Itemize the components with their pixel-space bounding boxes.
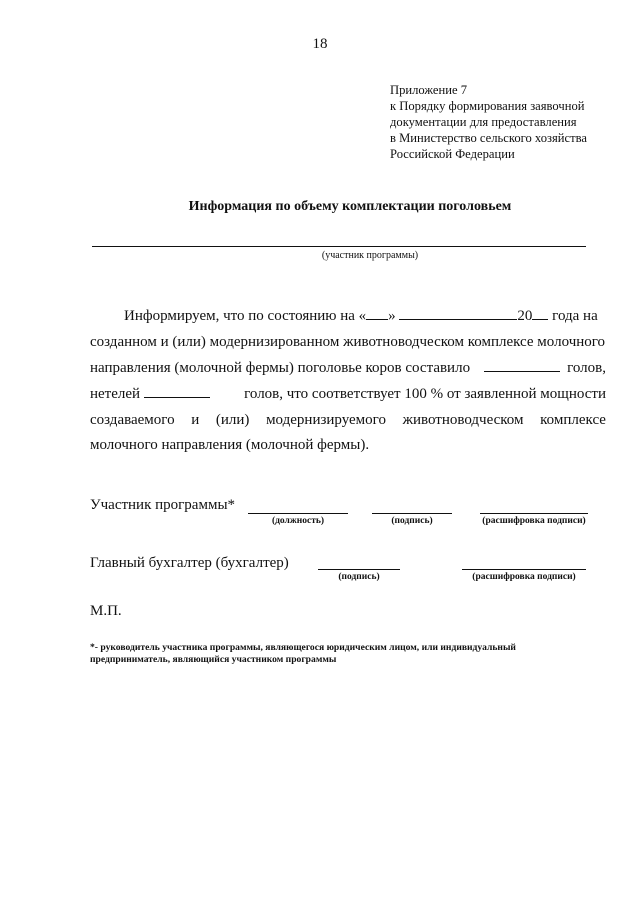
body-text: 20	[517, 308, 533, 324]
signature-line	[372, 513, 452, 514]
footnote-line: *- руководитель участника программы, являющегося юридическим лицом, или индивидуальный	[90, 642, 516, 653]
body-text: Информируем, что по состоянию на «	[124, 308, 367, 324]
day-blank	[366, 318, 388, 320]
year-blank	[532, 318, 548, 320]
cows-blank	[484, 370, 560, 372]
page-number: 18	[312, 36, 328, 52]
decoding-caption: (расшифровка подписи)	[482, 516, 586, 526]
appendix-header	[390, 82, 587, 162]
body-text: направления (молочной фермы) поголовье коров составило	[90, 360, 471, 376]
body-line-6: молочного направления (молочной фермы).	[90, 437, 370, 453]
participant-caption: (участник программы)	[321, 250, 419, 261]
body-line-4	[90, 386, 606, 403]
accountant-signature-line	[318, 569, 400, 570]
appendix-line: Приложение 7	[390, 83, 468, 97]
footnote-line: предприниматель, являющийся участником программы	[90, 654, 337, 665]
appendix-line: в Министерство сельского хозяйства	[390, 131, 587, 145]
signature-caption: (подпись)	[391, 516, 433, 526]
accountant-decoding-line	[462, 569, 586, 570]
appendix-line: Российской Федерации	[390, 147, 515, 161]
position-line	[248, 513, 348, 514]
accountant-signature-label: Главный бухгалтер (бухгалтер)	[90, 555, 289, 571]
body-word: комплексе	[540, 412, 606, 428]
body-text: нетелей	[90, 386, 141, 402]
body-line-2: созданном и (или) модернизированном животноводческом комплексе молочного	[90, 334, 606, 350]
body-word: создаваемого	[90, 412, 175, 428]
month-blank	[399, 318, 517, 320]
decoding-line	[480, 513, 588, 514]
body-text: голов,	[567, 360, 606, 376]
accountant-signature-caption: (подпись)	[338, 572, 380, 582]
body-text: »	[388, 308, 396, 324]
document-title: Информация по объему комплектации поголовьем	[188, 199, 512, 214]
body-line-3	[90, 360, 606, 377]
body-line-1	[124, 308, 598, 325]
body-text: года на	[552, 308, 598, 324]
participant-signature-label: Участник программы*	[90, 497, 236, 513]
participant-line	[92, 246, 586, 247]
body-word: (или)	[215, 412, 250, 428]
accountant-decoding-caption: (расшифровка подписи)	[472, 572, 576, 582]
body-word: и	[191, 412, 200, 428]
body-line-5	[90, 412, 606, 429]
appendix-line: к Порядку формирования заявочной	[390, 99, 585, 113]
body-word: животноводческом	[402, 412, 524, 428]
appendix-line: документации для предоставления	[390, 115, 577, 129]
body-text: голов, что соответствует 100 % от заявленной мощности	[244, 386, 606, 402]
footnote	[90, 642, 516, 666]
heifers-blank	[144, 396, 210, 398]
body-word: модернизируемого	[266, 412, 386, 428]
position-caption: (должность)	[271, 516, 325, 526]
stamp-place: М.П.	[90, 603, 122, 619]
